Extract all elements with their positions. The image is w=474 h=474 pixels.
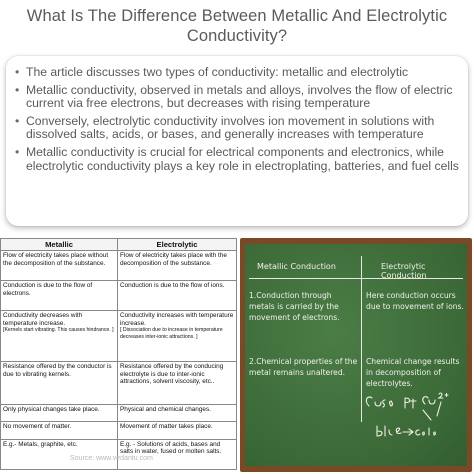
bullet-item: • Metallic conductivity, observed in metals and alloys, involves the flow of electric current via free electrons, but decreases with rising temperature [26,84,460,111]
table-cell: Conduction is due to the flow of ions. [118,281,237,311]
header-electrolytic: Electrolytic [118,239,237,251]
board-right-point-2: Chemical change results in decomposition of electrolytes. [366,357,460,388]
header-metallic: Metallic [1,239,118,251]
table-row [1,311,237,362]
table-cell: Conduction is due to the flow of electrons. [1,281,118,311]
page-title: What Is The Difference Between Metallic And Electrolytic Conductivity? [26,7,448,45]
chalkboard-surface [245,244,467,466]
bullet-item: • Metallic conductivity is crucial for electrical components and electronics, while electrolytic conductivity plays a key role in electroplating, batteries, and fuel cells [26,146,460,173]
table-cell: Flow of electricity takes place with the decomposition of the substance. [118,251,237,281]
table-cell [1,311,118,362]
bullet-item: • The article discusses two types of conductivity: metallic and electrolytic [26,66,460,80]
table-cell: E.g.- Metals, graphite, etc. [1,439,118,469]
table-row [1,361,237,404]
table-cell: Physical and chemical changes. [118,404,237,422]
table-header-row [1,239,237,251]
cell-text: Conductivity increases with temperature increase. [120,312,234,327]
cell-note: [ Dissociation due to increase in temperature decreases inter-ionic attractions. ] [120,327,223,340]
board-left-header: Metallic Conduction [257,262,336,271]
comparison-table [0,238,237,470]
table-cell: Resistance offered by the conductor is due to vibrating kernels. [1,361,118,404]
cell-text: Conductivity decreases with temperature increase. [3,312,83,327]
chalk-divider-vertical [361,256,362,422]
board-right-point-1: Here conduction occurs due to movement of ions. [366,291,464,311]
board-left-point-2: 2.Chemical properties of the metal remains unaltered. [249,357,358,377]
chalkboard-image [240,238,472,472]
chalk-scribble-icon [363,390,463,460]
source-caption: Source: www.vedantu.com [70,455,153,462]
bullet-list [6,56,468,173]
table-cell: Resistance offered by the conducing electrolyte is due to inter-ionic attractions, solvent viscosity, etc.. [118,361,237,404]
table-row [1,404,237,422]
table-cell: No movement of matter. [1,422,118,440]
table-row [1,251,237,281]
table-row [1,281,237,311]
summary-card [6,56,468,226]
board-left-point-1: 1.Conduction through metals is carried by the movement of electrons. [249,291,340,322]
table-cell [118,311,237,362]
board-right-header: Electrolytic Conduction [381,262,427,280]
table-cell: E.g. - Solutions of acids, bases and salts in water, fused or molten salts. [118,439,237,469]
table-cell: Only physical changes take place. [1,404,118,422]
table-cell: Movement of matter takes place. [118,422,237,440]
table-row [1,422,237,440]
cell-note: [Kernels start vibrating. This causes hindrance. ] [3,327,114,334]
table-cell: Flow of electricity takes place without the decomposition of the substance. [1,251,118,281]
bullet-item: • Conversely, electrolytic conductivity involves ion movement in solutions with dissolved salts, acids, or bases, and generally increases with temperature [26,115,460,142]
